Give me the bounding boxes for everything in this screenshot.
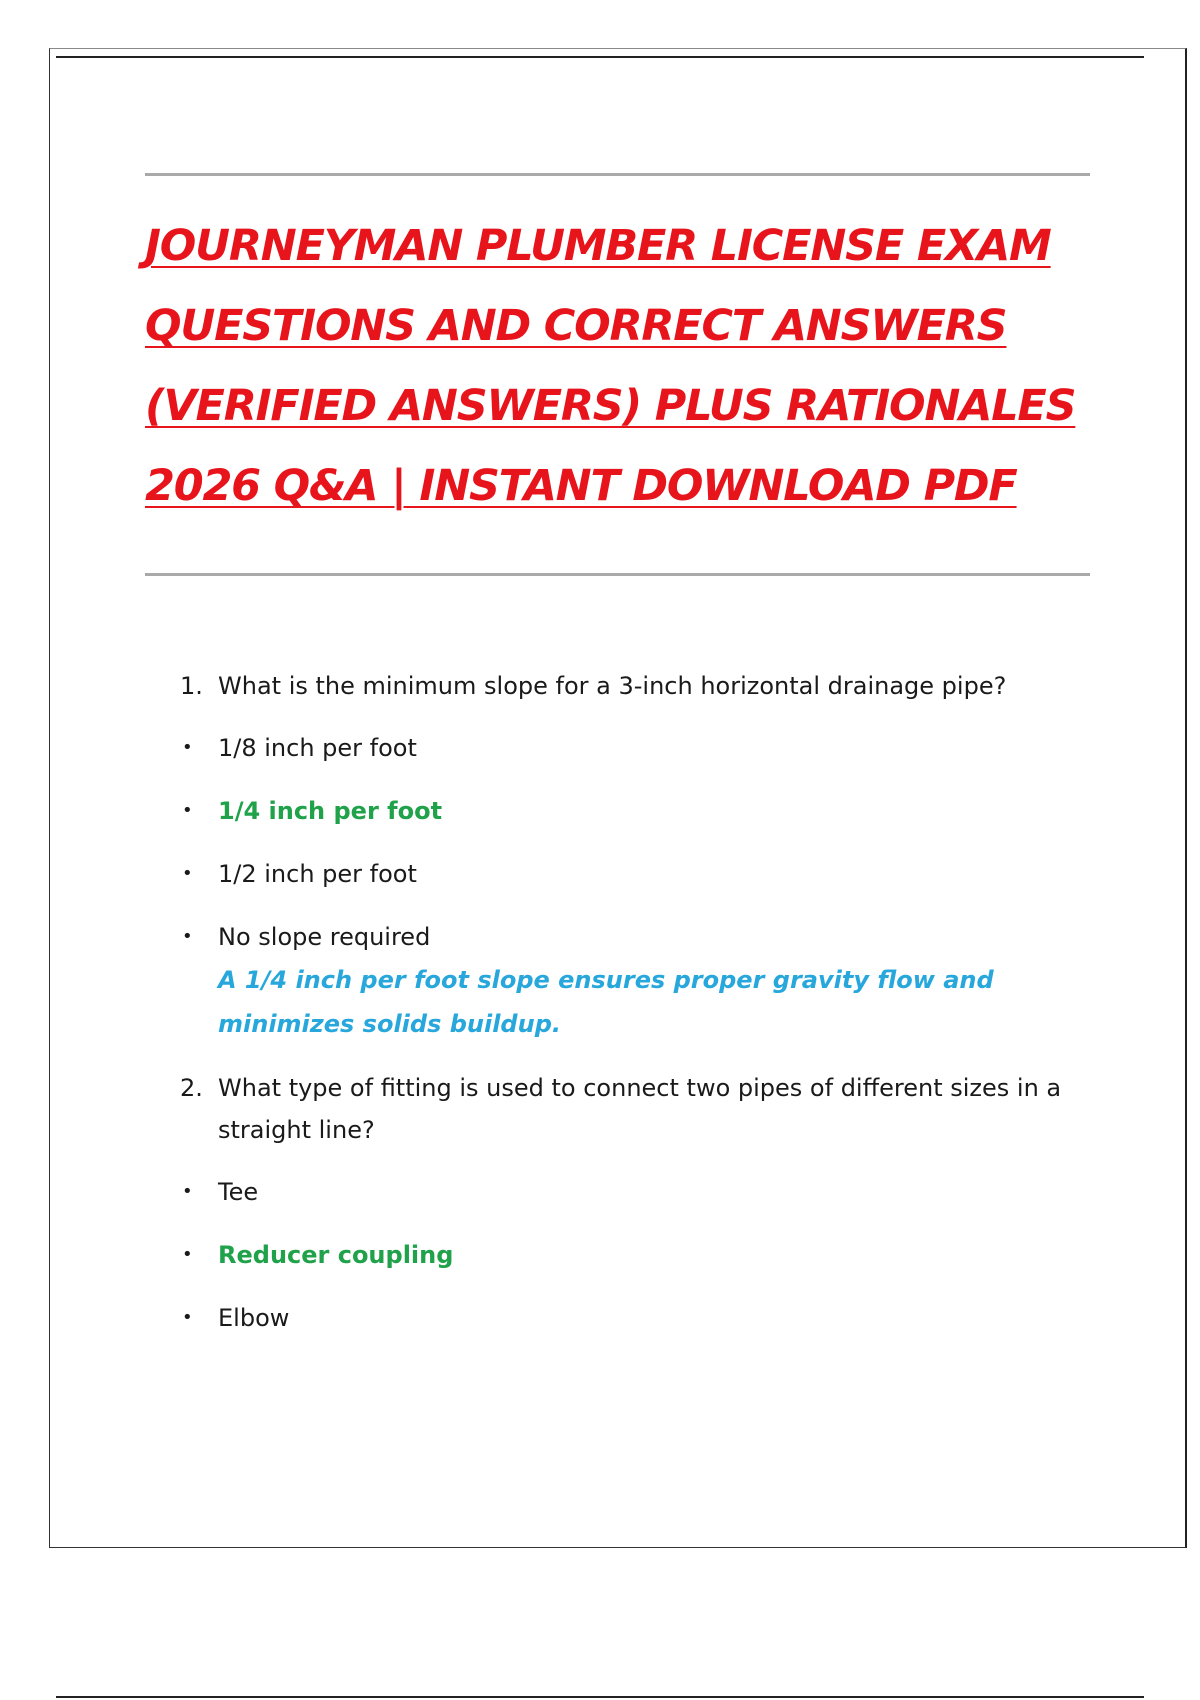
bullet-icon: • — [182, 926, 193, 947]
option-text: Tee — [218, 1178, 259, 1206]
answer-option — [180, 853, 1090, 895]
question-1 — [180, 665, 1090, 707]
correct-answer-option — [180, 1234, 1090, 1276]
option-text: 1/8 inch per foot — [218, 734, 417, 762]
option-text: No slope required — [218, 923, 431, 951]
title-line: QUESTIONS AND CORRECT ANSWERS — [145, 301, 1007, 351]
option-text: 1/2 inch per foot — [218, 860, 417, 888]
question-text: What type of fitting is used to connect two pipes of different sizes in a straight line? — [218, 1074, 1062, 1144]
correct-answer-option — [180, 790, 1090, 832]
bullet-icon: • — [182, 1181, 193, 1202]
question-number: 1. — [180, 672, 203, 700]
bullet-icon: • — [182, 800, 193, 821]
answer-option — [180, 1171, 1090, 1213]
option-text: Reducer coupling — [218, 1241, 454, 1269]
bullet-icon: • — [182, 1244, 193, 1265]
rationale-text: A 1/4 inch per foot slope ensures proper gravity flow and minimizes solids buildup. — [218, 966, 994, 1038]
document-title — [145, 206, 1095, 526]
title-divider-top — [145, 173, 1090, 176]
answer-option — [180, 1297, 1090, 1339]
bullet-icon: • — [182, 1307, 193, 1328]
question-number: 2. — [180, 1074, 203, 1102]
question-list — [180, 665, 1090, 1360]
title-line: 2026 Q&A | INSTANT DOWNLOAD PDF — [145, 461, 1017, 511]
bullet-icon: • — [182, 863, 193, 884]
top-rule — [56, 56, 1144, 58]
title-line: JOURNEYMAN PLUMBER LICENSE EXAM — [145, 221, 1051, 271]
question-text: What is the minimum slope for a 3-inch horizontal drainage pipe? — [218, 672, 1007, 700]
answer-option — [180, 916, 1090, 1046]
title-line: (VERIFIED ANSWERS) PLUS RATIONALES — [145, 381, 1076, 431]
title-divider-bottom — [145, 573, 1090, 576]
bottom-rule — [56, 1696, 1144, 1698]
question-2 — [180, 1067, 1090, 1151]
option-text: Elbow — [218, 1304, 290, 1332]
answer-option — [180, 727, 1090, 769]
bullet-icon: • — [182, 737, 193, 758]
option-text: 1/4 inch per foot — [218, 797, 443, 825]
